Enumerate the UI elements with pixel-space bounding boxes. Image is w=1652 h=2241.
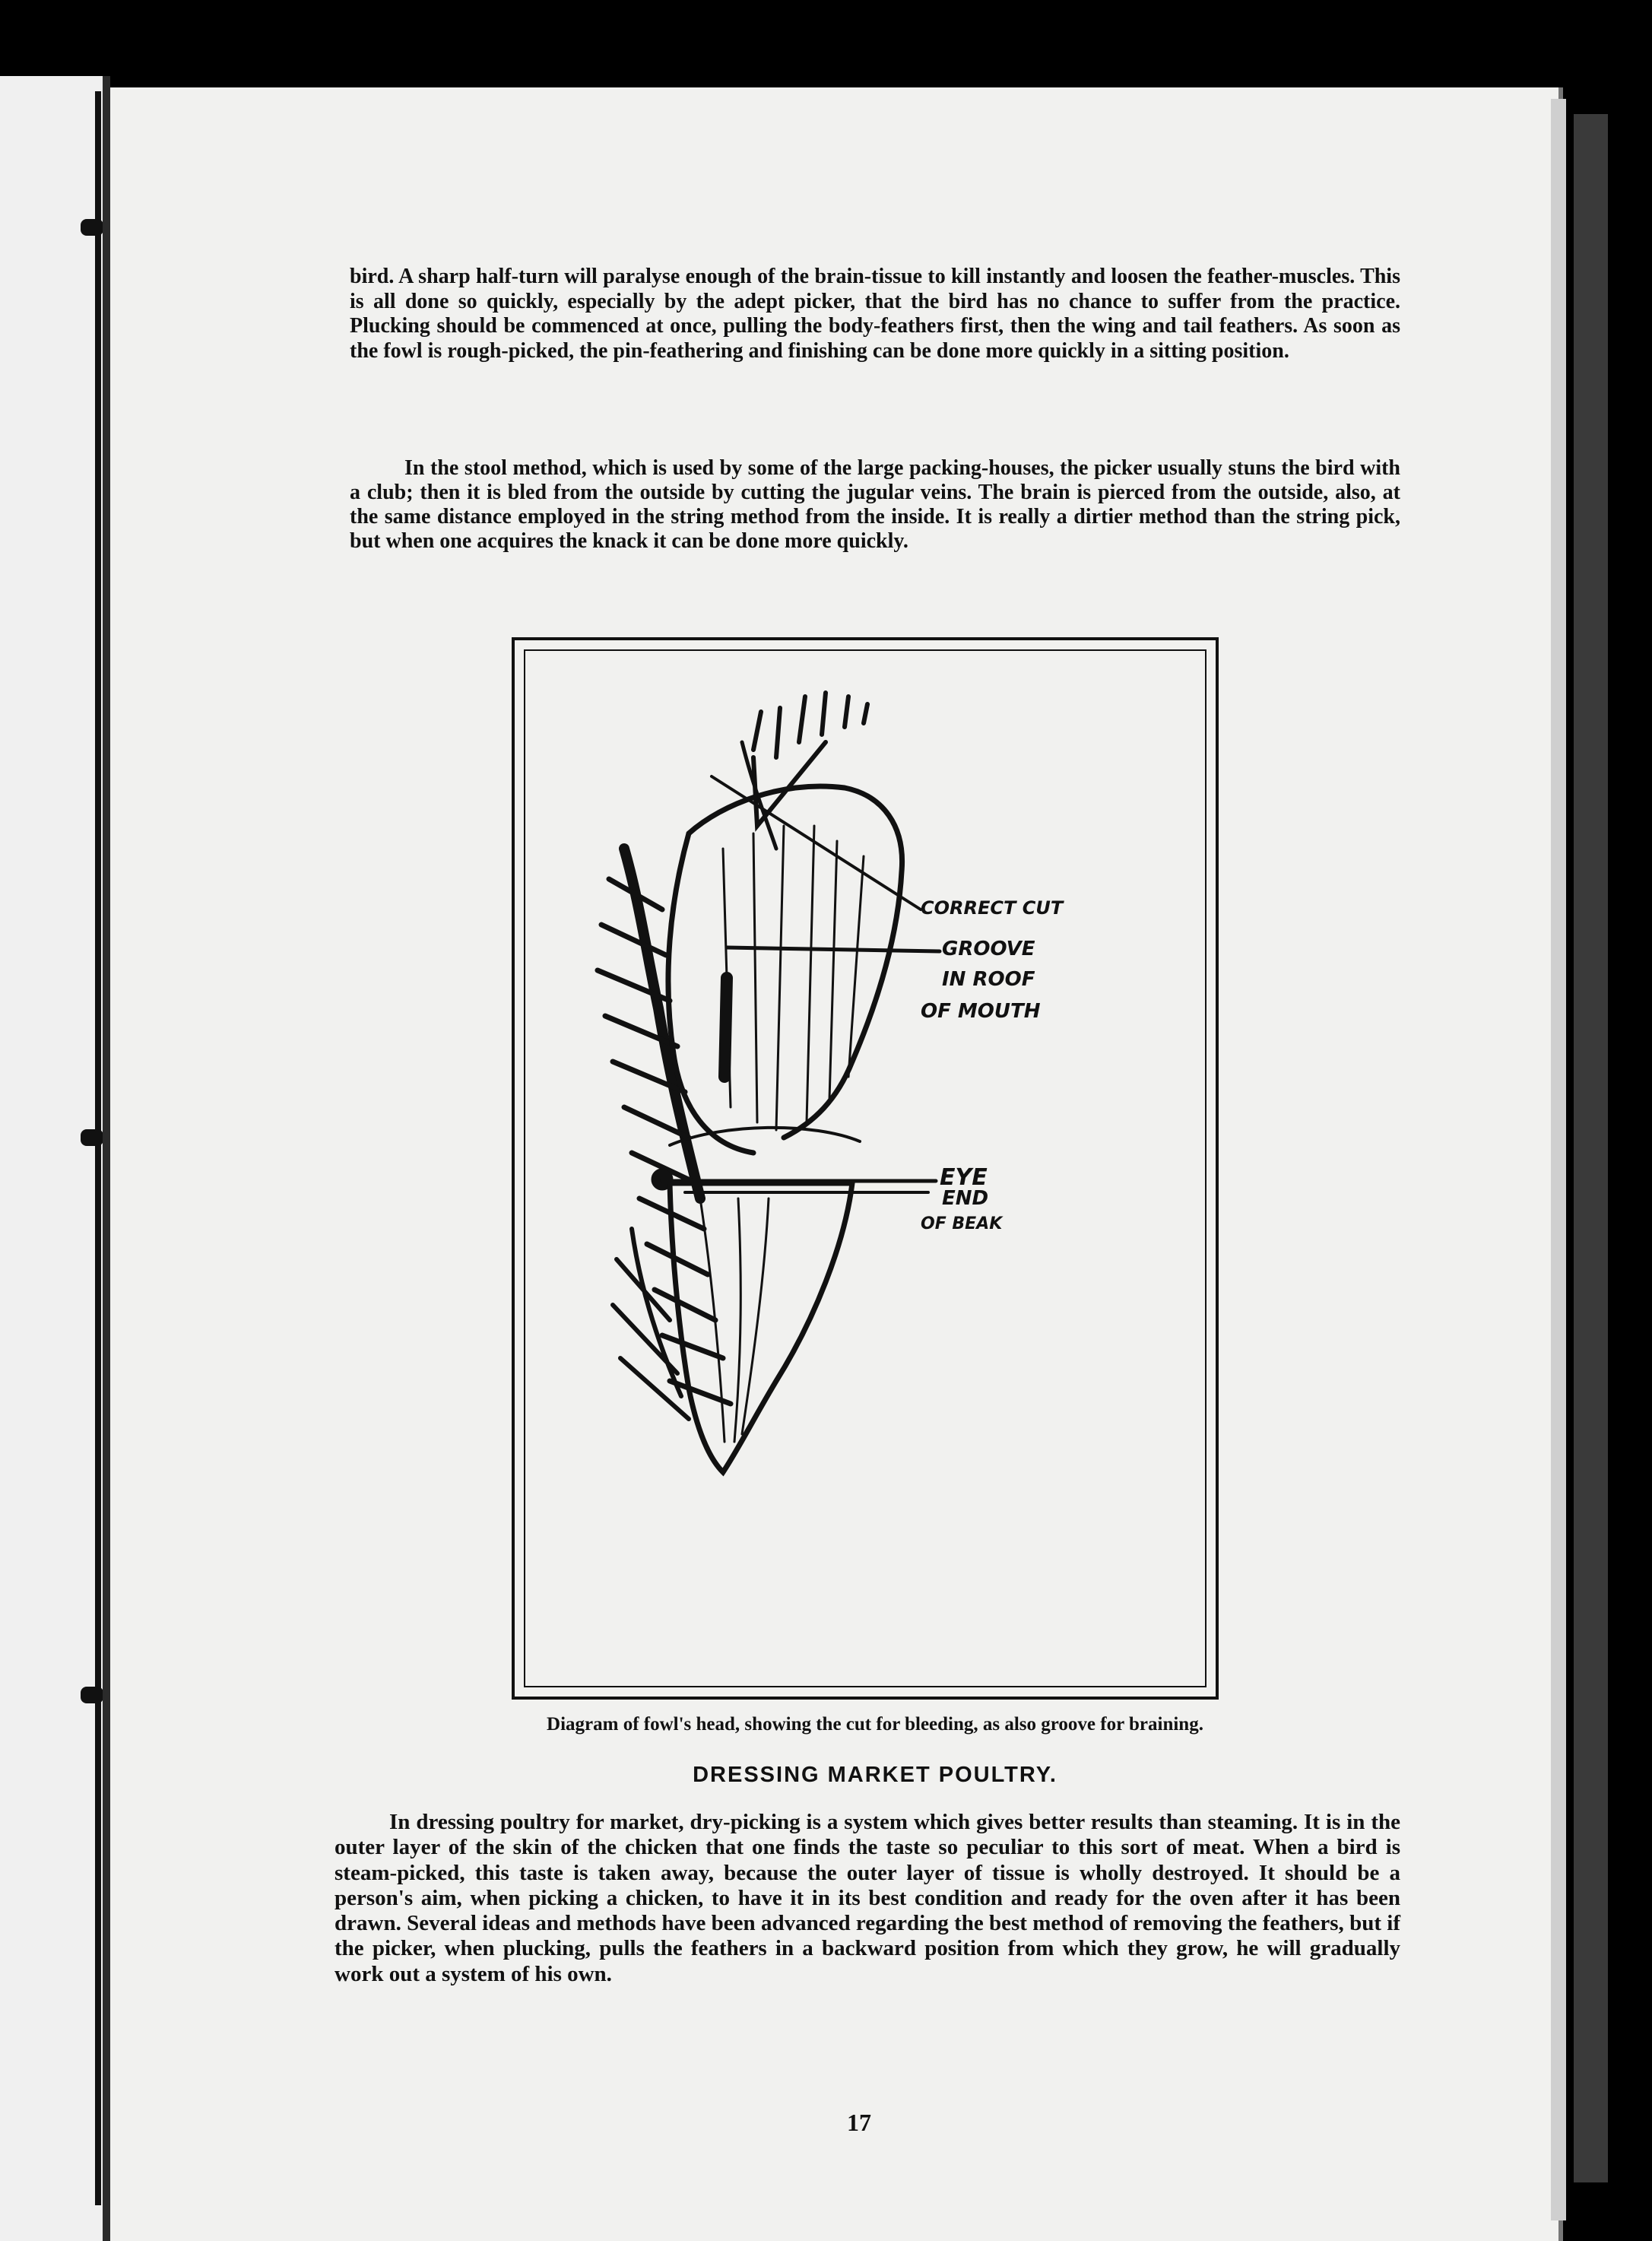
section-heading: DRESSING MARKET POULTRY. <box>693 1763 1057 1787</box>
previous-page-edge <box>0 76 104 2241</box>
binding-stitch <box>81 219 103 236</box>
page-number: 17 <box>847 2109 871 2136</box>
leader-groove <box>727 948 940 951</box>
figure-caption: Diagram of fowl's head, showing the cut for bleeding, as also groove for braining. <box>547 1714 1203 1735</box>
label-in-roof: IN ROOF <box>942 968 1035 991</box>
label-groove: GROOVE <box>942 938 1035 960</box>
label-of-mouth: OF MOUTH <box>921 1000 1041 1023</box>
figure-inner-frame <box>524 649 1206 1687</box>
label-end: END <box>942 1187 989 1210</box>
feather-hatching <box>598 879 731 1404</box>
eye-band <box>670 1128 860 1145</box>
label-correct-cut: CORRECT CUT <box>921 897 1064 919</box>
label-of-beak: OF BEAK <box>921 1214 1003 1233</box>
mouth-groove <box>725 978 727 1077</box>
feather-mass-outline <box>624 849 700 1198</box>
binding-stitch <box>81 1687 103 1703</box>
neck-feather-strokes <box>753 693 867 757</box>
label-eye: EYE <box>940 1164 988 1191</box>
body-paragraph: In dressing poultry for market, dry-picking is a system which gives better results than steaming. It is in the outer layer of the skin of the chicken that one finds the taste so peculiar to this sort of meat. When a bird is steam-picked, this taste is taken away, because the outer layer of tissue is wholly destroyed. It should be a person's aim, when picking a chicken, to have it in its best condition and ready for the oven after it has been drawn. Several ideas and methods have been advanced regarding the best method of removing the feathers, but if the picker, when plucking, pulls the feathers in a backward position from which they grow, he will gradually work out a system of his own. <box>335 1810 1400 1986</box>
figure-frame <box>512 637 1219 1700</box>
body-paragraph: bird. A sharp half-turn will paralyse enough of the brain-tissue to kill instantly and loosen the feather-muscles. This is all done so quickly, especially by the adept picker, that the bird has no chance to suffer from the practice. Plucking should be commenced at once, pulling the body-feathers first, then the wing and tail feathers. As soon as the fowl is rough-picked, the pin-feathering and finishing can be done more quickly in a sitting position. <box>350 265 1400 363</box>
body-paragraph: In the stool method, which is used by some of the large packing-houses, the picker usually stuns the bird with a club; then it is bled from the outside by cutting the jugular veins. The brain is pierced from the outside, also, at the same distance employed in the string method from the inside. It is really a dirtier method than the string pick, but when one acquires the knack it can be done more quickly. <box>350 456 1400 553</box>
page-gutter <box>103 76 110 2241</box>
skull-outline <box>689 786 902 1138</box>
fowl-head-illustration <box>525 651 1210 1690</box>
leader-correct-cut <box>712 776 921 909</box>
binding-thread <box>95 91 101 2205</box>
binding-stitch <box>81 1129 103 1146</box>
page-stack-edge <box>1551 99 1566 2220</box>
book-cover-edge <box>1574 114 1608 2182</box>
